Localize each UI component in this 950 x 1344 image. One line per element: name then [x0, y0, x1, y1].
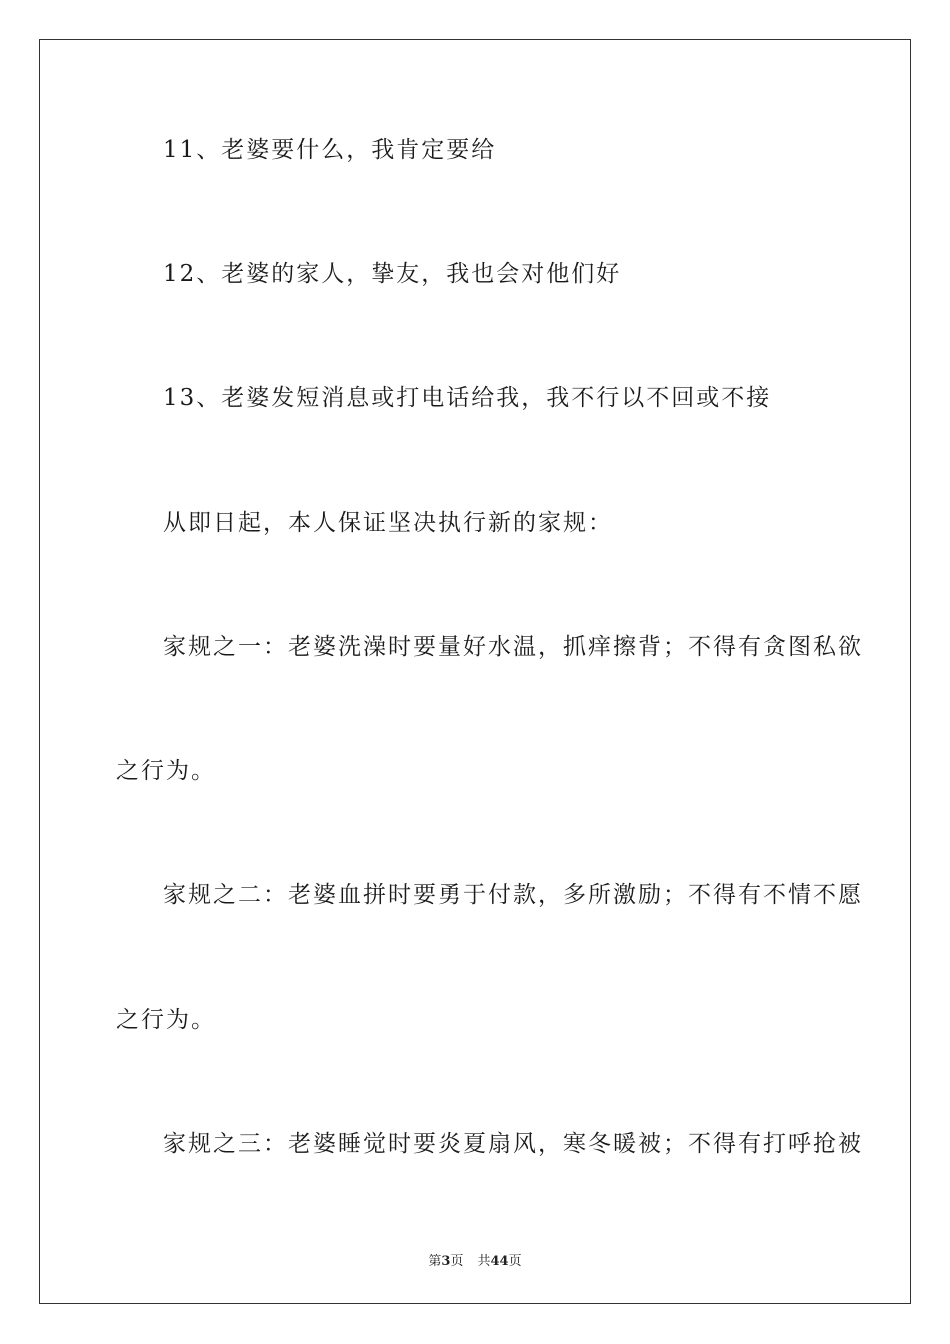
page-suffix: 页 [450, 1254, 464, 1269]
paragraph-item-11: 11、老婆要什么，我肯定要给 [163, 137, 497, 163]
paragraph-rule-2-continued: 之行为。 [116, 1007, 216, 1033]
page-border [39, 39, 911, 1304]
total-suffix: 页 [508, 1254, 522, 1269]
paragraph-item-13: 13、老婆发短消息或打电话给我，我不行以不回或不接 [163, 385, 772, 411]
paragraph-item-12: 12、老婆的家人，挚友，我也会对他们好 [163, 261, 622, 287]
paragraph-rule-1-continued: 之行为。 [116, 758, 216, 784]
total-prefix: 共 [477, 1254, 491, 1269]
total-page-count: 44 [490, 1254, 509, 1269]
page-prefix: 第 [428, 1254, 442, 1269]
page-footer [0, 1250, 950, 1269]
current-page-number: 3 [441, 1254, 451, 1269]
paragraph-rule-3: 家规之三：老婆睡觉时要炎夏扇风，寒冬暖被；不得有打呼抢被 [163, 1131, 863, 1157]
paragraph-rule-2: 家规之二：老婆血拼时要勇于付款，多所激励；不得有不情不愿 [163, 882, 863, 908]
paragraph-intro: 从即日起，本人保证坚决执行新的家规： [163, 510, 613, 536]
paragraph-rule-1: 家规之一：老婆洗澡时要量好水温，抓痒擦背；不得有贪图私欲 [163, 634, 863, 660]
